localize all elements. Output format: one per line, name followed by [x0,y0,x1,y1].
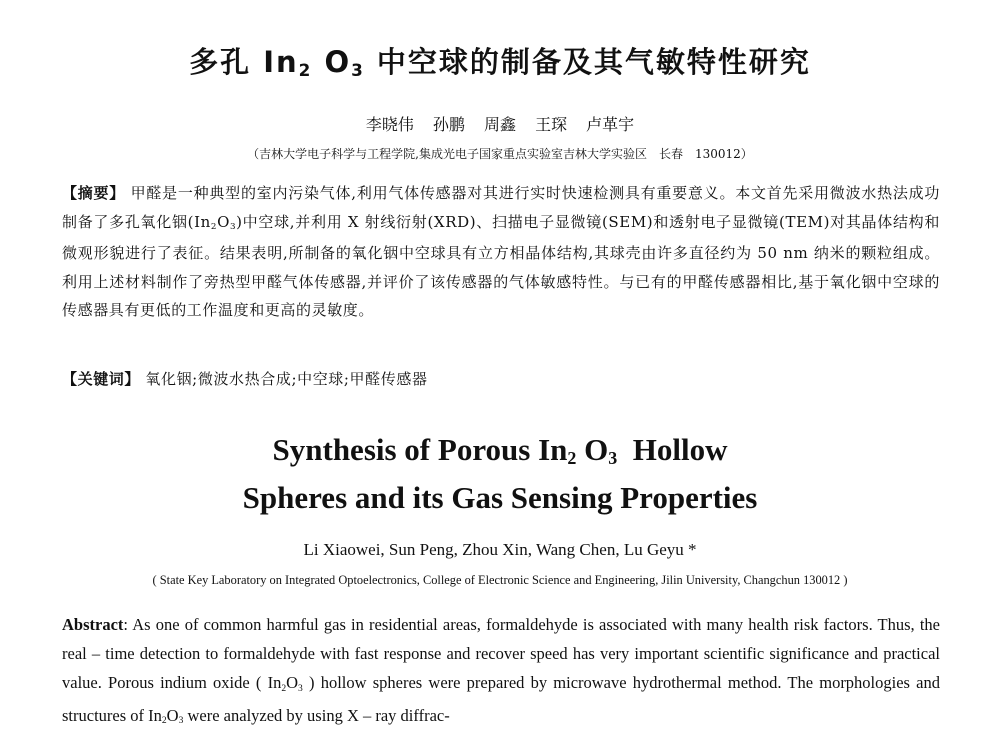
cn-abstract-subscript: 2 [210,221,218,232]
cn-title-subscript: 2 [298,60,313,81]
english-affiliation: ( State Key Laboratory on Integrated Optoelectronics, College of Electronic Science and Engineering, Jilin University, Changchun 130012 ) [152,573,848,587]
en-abstract-text: were analyzed by using X – ray diffrac- [183,705,450,725]
en-title-line-1 [0,428,1000,476]
cn-title-part: O [312,45,352,79]
cn-abstract-label: 【摘要】 [62,184,126,202]
cn-abstract-text: 甲醛是一种典型的室内污染气体,利用气体传感器对其进行实时快速检测具有重要意义。本文首先采用微波水热法成功制备了多孔氧化铟(In [62,184,940,231]
en-title-line-2: Spheres and its Gas Sensing Properties [242,480,758,515]
en-title-part: Hollow [617,432,728,467]
en-title-part: O [576,432,609,467]
en-abstract-subscript: 3 [298,682,303,694]
chinese-title [0,40,1000,81]
en-abstract-text: O [286,673,299,693]
cn-keywords-label: 【关键词】 [62,370,141,388]
english-authors: Li Xiaowei, Sun Peng, Zhou Xin, Wang Chen, Lu Geyu * [303,540,697,559]
cn-abstract-text: O [217,212,230,231]
english-title [0,428,1000,520]
en-abstract-text: O [166,705,179,725]
en-title-subscript: 2 [567,448,577,469]
chinese-authors: 李晓伟 孙鹏 周鑫 王琛 卢革宇 [365,115,635,134]
en-title-part: Synthesis of Porous In [272,432,568,467]
chinese-affiliation: （吉林大学电子科学与工程学院,集成光电子国家重点实验室吉林大学实验区 长春 130012） [247,147,753,161]
en-title-subscript: 3 [608,448,618,469]
en-abstract-text: : As one of common harmful gas in residential areas, formaldehyde is associated with many health risk factors. Thus, the real – time detection to formaldehyde with fast response and recover speed has very important scientific significance and practical value. Porous indium oxide ( In [62,615,940,693]
cn-title-subscript: 3 [351,60,365,81]
en-abstract-subscript: 3 [178,715,184,726]
cn-abstract-subscript: 3 [229,221,237,232]
chinese-keywords [62,365,940,394]
en-abstract-subscript: 2 [281,682,287,694]
cn-keywords-text: 氧化铟;微波水热合成;中空球;甲醛传感器 [140,370,428,388]
cn-abstract-text: )中空球,并利用 X 射线衍射(XRD)、扫描电子显微镜(SEM)和透射电子显微镜(TEM)对其晶体结构和微观形貌进行了表征。结果表明,所制备的氧化铟中空球具有立方相晶体结构,其球壳由许多直径约为 50 nm 纳米的颗粒组成。利用上述材料制作了旁热型甲醛气体传感器,并评价了该传感器的气体敏感特性。与已有的甲醛传感器相比,基于氧化铟中空球的传感器具有更低的工作温度和更高的灵敏度。 [62,212,940,320]
en-abstract-subscript: 2 [161,715,167,726]
english-abstract [62,610,940,733]
en-abstract-label: Abstract [62,615,124,634]
cn-title-part: 多孔 In [189,45,299,79]
cn-title-part: 中空球的制备及其气敏特性研究 [364,45,811,79]
chinese-abstract [62,179,940,325]
en-abstract-text: ) hollow spheres were prepared by microwave hydrothermal method. The morphologies and structures of In [62,673,940,725]
